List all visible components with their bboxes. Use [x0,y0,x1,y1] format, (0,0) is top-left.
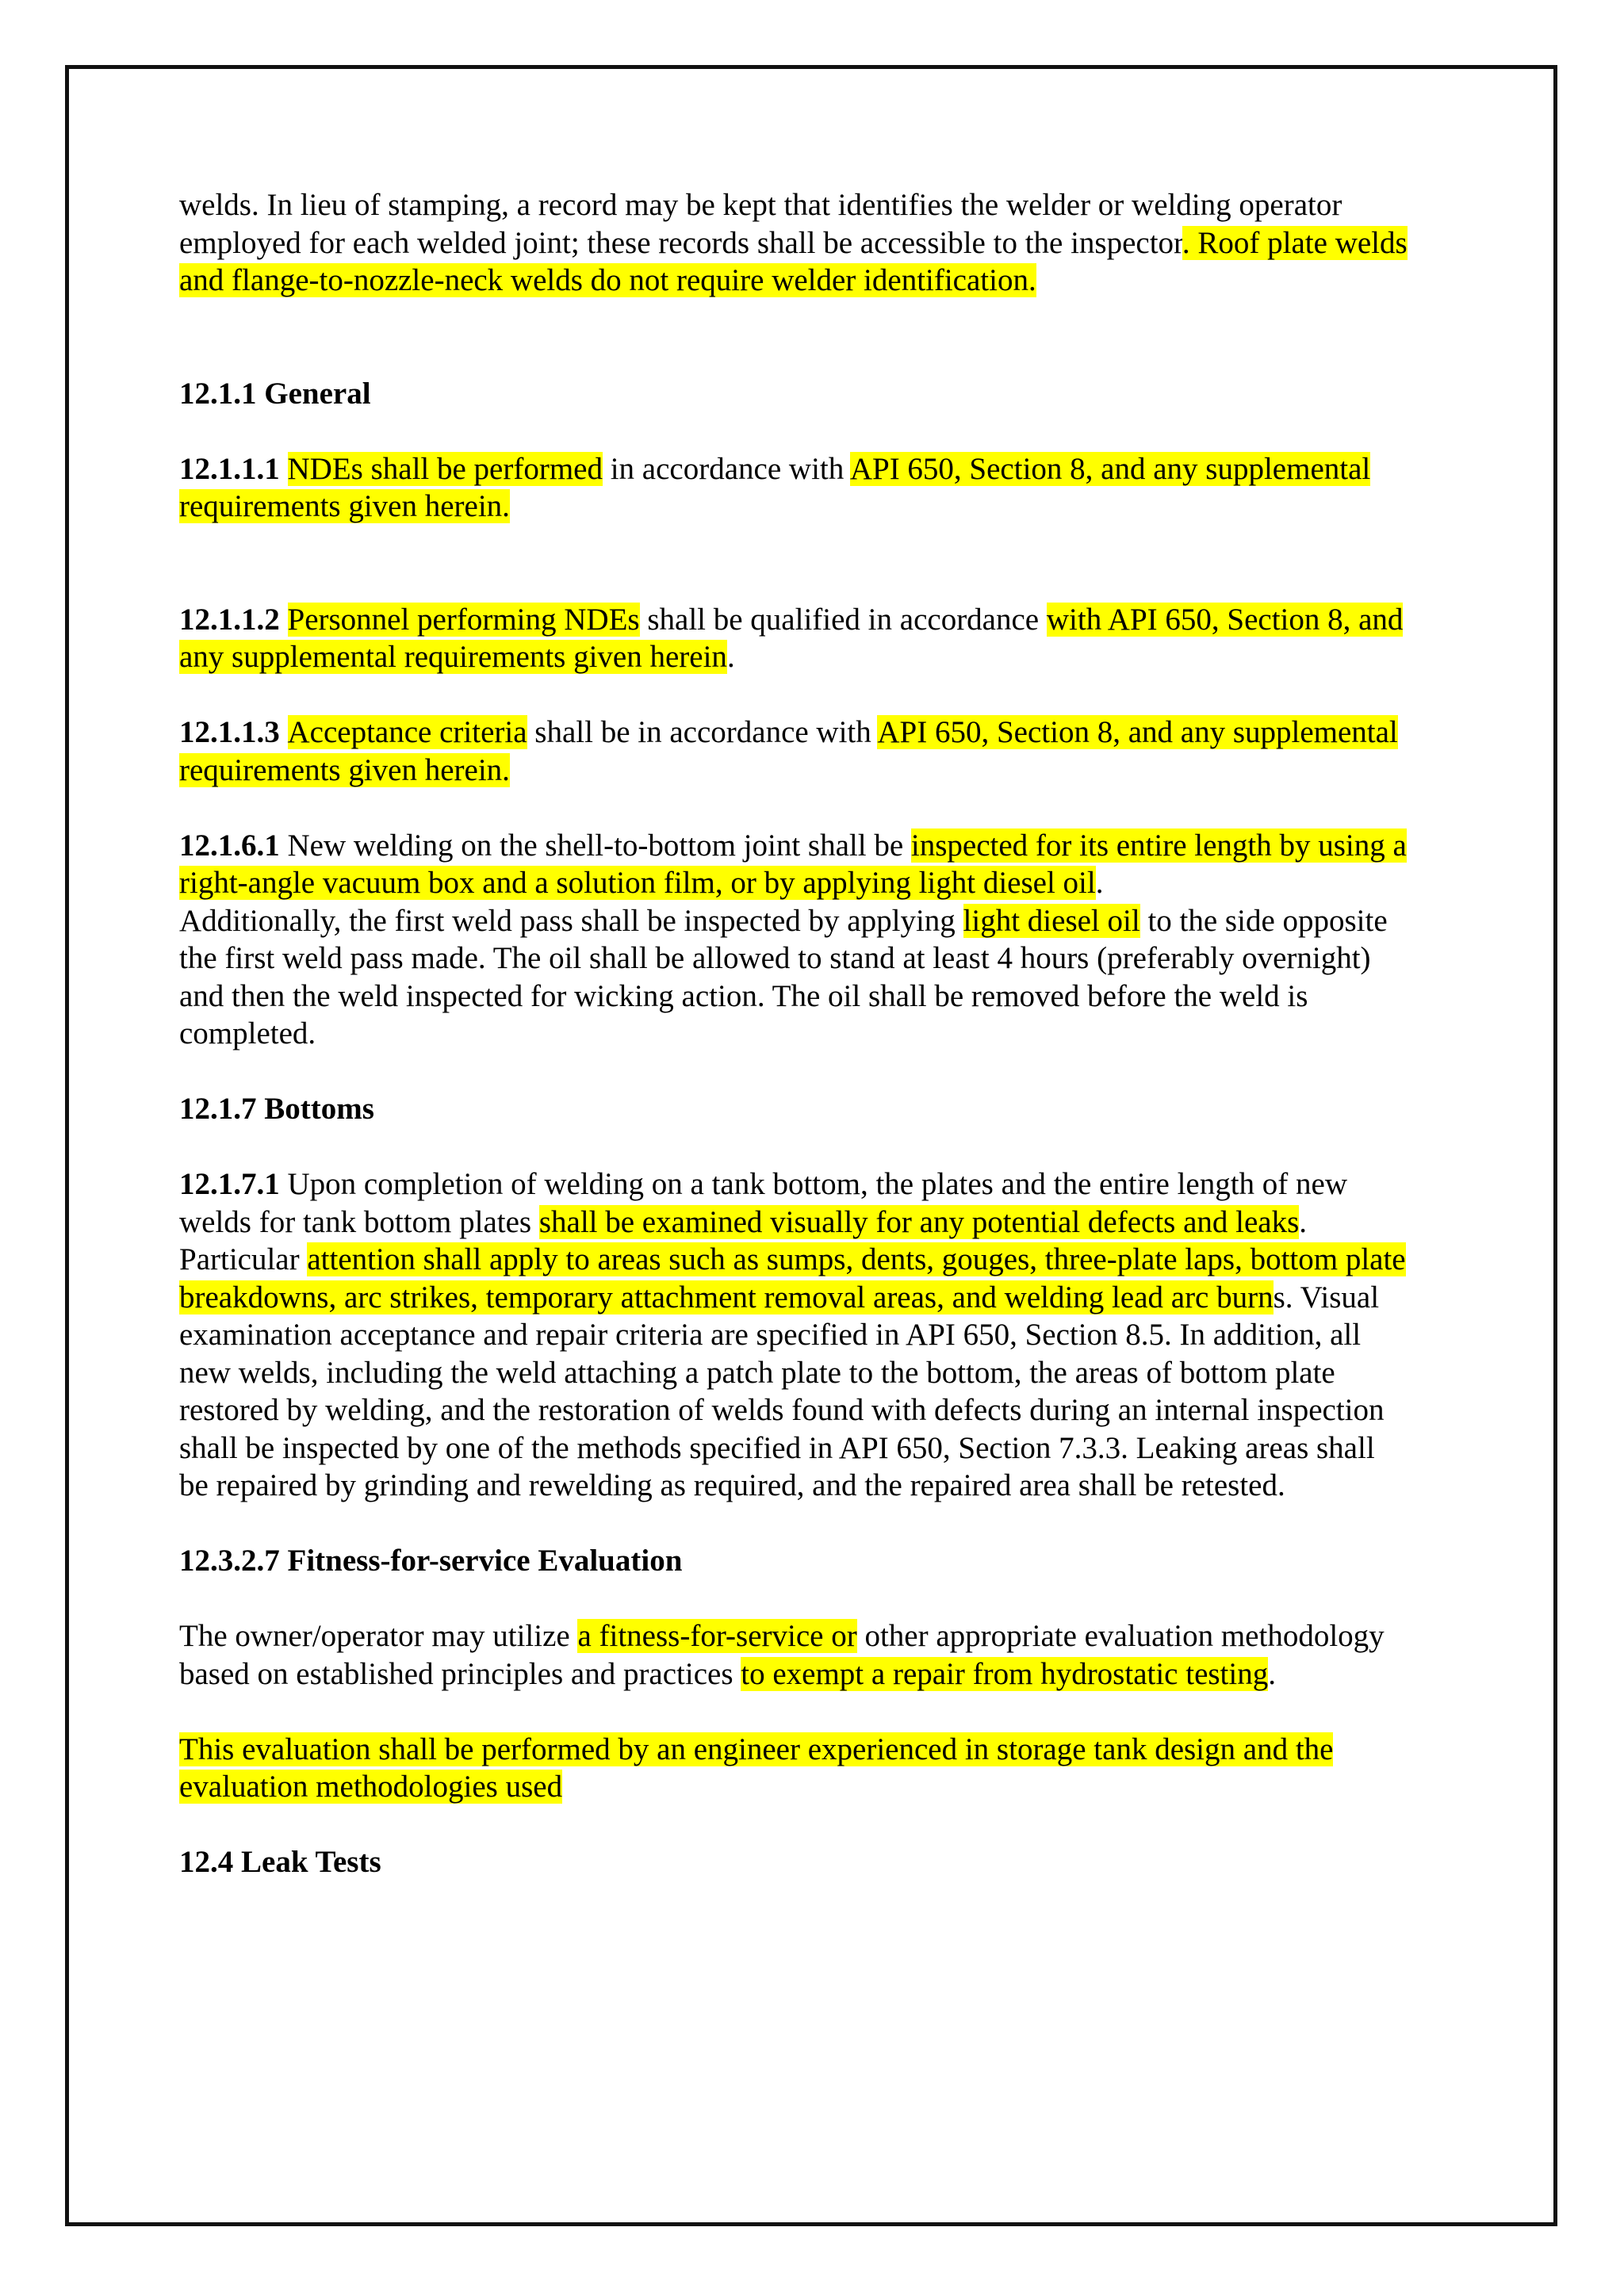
text-run: in accordance with [602,451,850,486]
bold-text-run: 12.1.1.3 [179,715,288,749]
paragraph-12-1-6-1 [179,827,1408,1053]
paragraph-12-1-7-1 [179,1165,1408,1505]
highlighted-text-run: . Roof plate welds and flange-to-nozzle-neck welds do not require welder identification. [179,225,1408,297]
paragraph-12-1-1-2 [179,601,1408,676]
text-run: New welding on the shell-to-bottom joint shall be [287,828,911,863]
text-run: shall be in accordance with [527,715,878,749]
highlighted-text-run: attention shall apply to areas such as sumps, dents, gouges, three-plate laps, bottom plate breakdowns, arc strikes, temporary attachment removal areas, and welding lead arc burn [179,1242,1406,1314]
bold-text-run: 12.1.7.1 [179,1167,288,1201]
text-run: . Particular [179,1204,1308,1276]
heading-12-4-leak-tests [179,1843,1408,1881]
highlighted-text-run: Acceptance criteria [287,715,527,749]
bold-text-run: 12.1.7 Bottoms [179,1092,374,1126]
bold-text-run: 12.1.6.1 [179,828,288,863]
bold-text-run: 12.3.2.7 Fitness-for-service Evaluation [179,1544,683,1578]
highlighted-text-run: API 650, Section 8, and any supplemental requirements given herein. [179,451,1371,523]
text-run: other appropriate evaluation methodology based on established principles and practices [179,1619,1385,1691]
highlighted-text-run: NDEs shall be performed [287,451,603,486]
text-run: . [726,640,735,674]
highlighted-text-run: This evaluation shall be performed by an engineer experienced in storage tank design and the evaluation methodologies used [179,1732,1334,1804]
highlighted-text-run: a fitness-for-service or [577,1619,857,1653]
heading-12-1-7-bottoms [179,1090,1408,1128]
text-run: welds. In lieu of stamping, a record may be kept that identifies the welder or welding operator employed for each welded joint; these records shall be accessible to the inspector [179,188,1342,260]
bold-text-run: 12.1.1.1 [179,451,288,486]
text-run: The owner/operator may utilize [179,1619,578,1653]
text-run: . [1268,1656,1276,1691]
text-run: Upon completion of welding on a tank bottom, the plates and the entire length of new welds for tank bottom plates [179,1167,1348,1239]
text-run: Additionally, the first weld pass shall be inspected by applying [179,903,963,938]
highlighted-text-run: to exempt a repair from hydrostatic testing [741,1656,1269,1691]
text-run: shall be qualified in accordance [639,602,1047,637]
document-body [179,186,1408,1881]
highlighted-text-run: shall be examined visually for any potential defects and leaks [538,1204,1300,1239]
text-run: to the side opposite the first weld pass made. The oil shall be allowed to stand at least 4 hours (preferably overnight) and then the weld inspected for wicking action. The oil shall be removed before the weld is completed. [179,903,1388,1050]
bold-text-run: 12.1.1.2 [179,602,288,637]
highlighted-text-run: light diesel oil [963,903,1140,938]
highlighted-text-run: Personnel performing NDEs [287,602,640,637]
bold-text-run: 12.4 Leak Tests [179,1845,381,1879]
highlighted-text-run: inspected for its entire length by using a right-angle vacuum box and a solution film, or by applying light diesel oil [179,828,1407,900]
text-run: . [1095,866,1104,900]
heading-12-1-1-general [179,375,1408,413]
highlighted-text-run: with API 650, Section 8, and any supplemental requirements given herein [179,602,1404,674]
highlighted-text-run: API 650, Section 8, and any supplemental requirements given herein. [179,715,1398,787]
paragraph-12-1-1-3 [179,714,1408,789]
bold-text-run: 12.1.1 General [179,376,371,411]
text-run: s. Visual examination acceptance and repair criteria are specified in API 650, Section 8.5. In addition, all new welds, including the weld attaching a patch plate to the bottom, the areas of bottom plate restored by welding, and the restoration of welds found with defects during an internal inspection shall be inspected by one of the methods specified in API 650, Section 7.3.3. Leaking areas shall be repaired by grinding and rewelding as required, and the repaired area shall be retested. [179,1280,1385,1502]
paragraph-12-1-1-1 [179,450,1408,526]
paragraph-fitness-for-service [179,1617,1408,1693]
heading-12-3-2-7-fitness-for-service [179,1542,1408,1580]
paragraph-evaluation-engineer [179,1731,1408,1806]
paragraph-welder-identification [179,186,1408,300]
